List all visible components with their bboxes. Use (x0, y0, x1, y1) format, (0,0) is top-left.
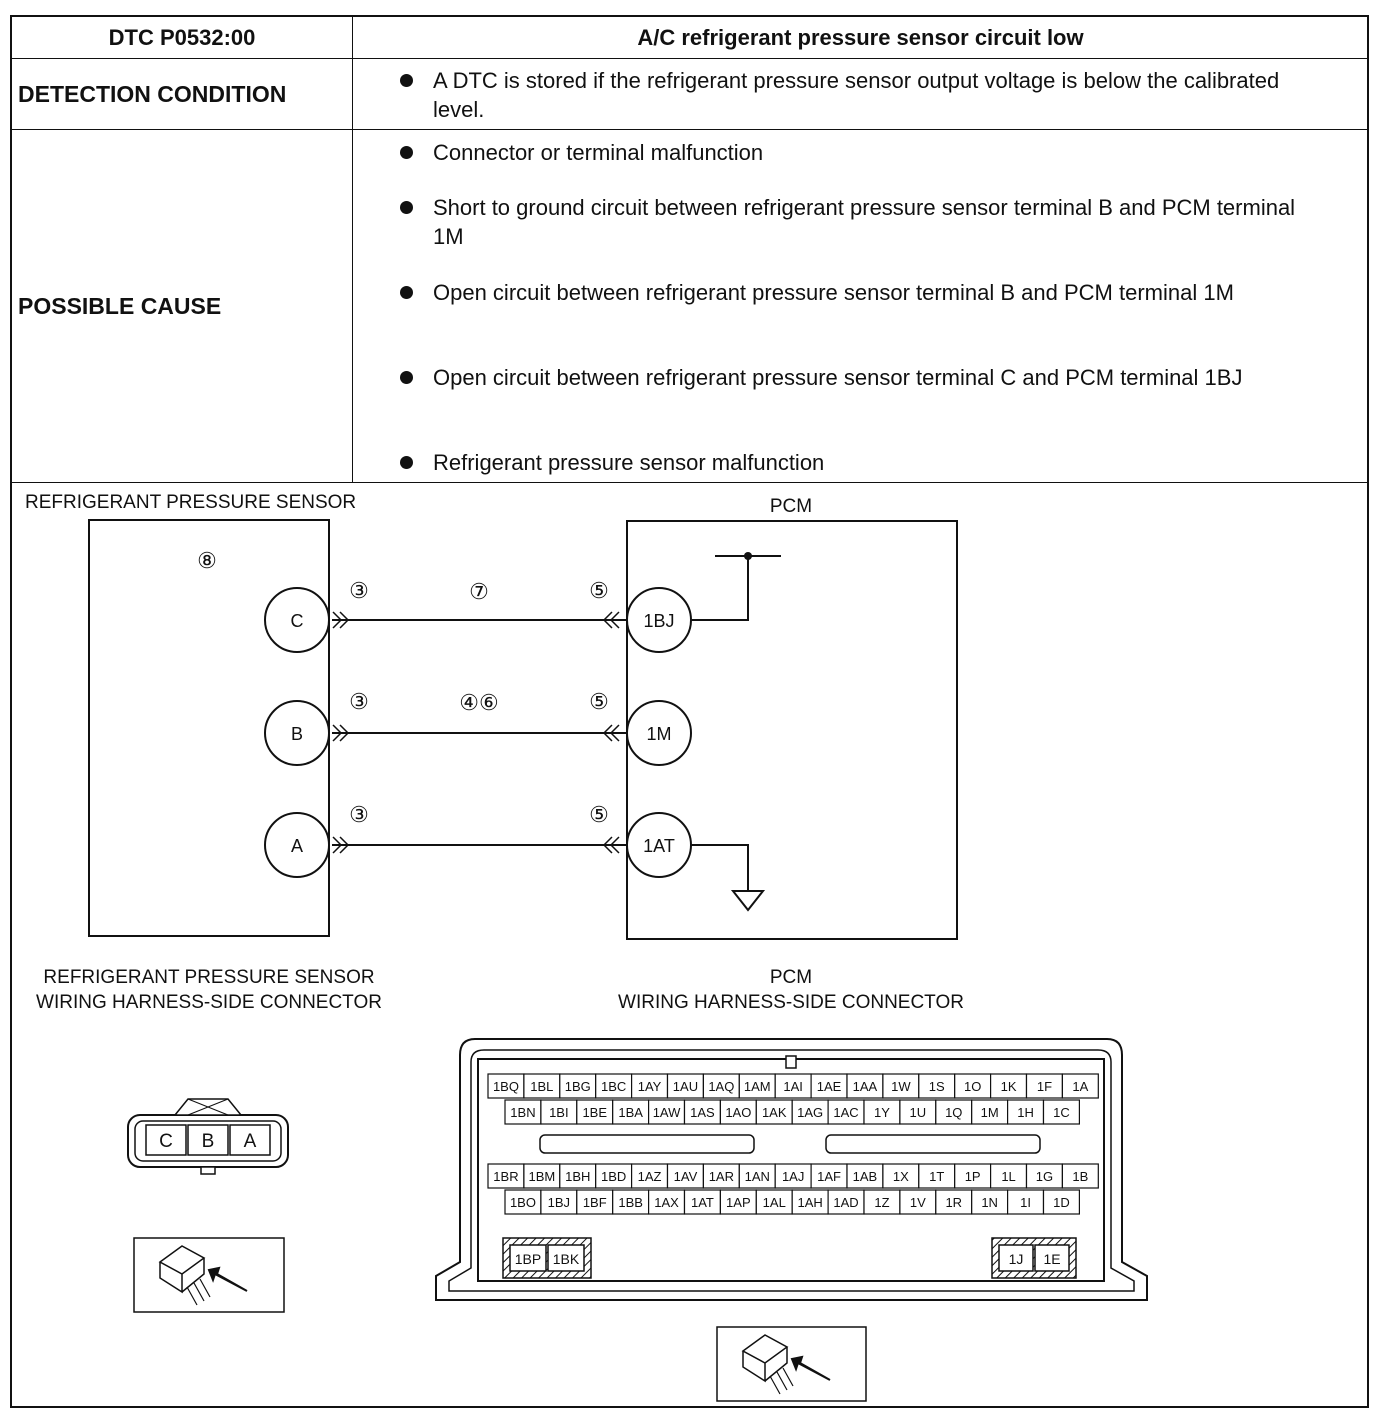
pin-label: 1AA (852, 1079, 878, 1094)
pin-label: 1BF (582, 1195, 607, 1210)
pin-label: 1BO (509, 1195, 536, 1210)
pin-label: 1AK (761, 1105, 787, 1120)
dtc-code: DTC P0532:00 (108, 25, 256, 50)
pin-label: 1BE (582, 1105, 608, 1120)
pin-label: 1U (909, 1105, 927, 1120)
pin-label: 1A (1072, 1079, 1089, 1094)
wire-a-1at (265, 802, 763, 910)
connector-slot (540, 1135, 754, 1153)
ref-number: ⑤ (589, 578, 609, 603)
pin-label: 1W (891, 1079, 911, 1094)
sensor-terminal-label: B (290, 724, 304, 744)
ref-number: ③ (349, 689, 369, 714)
pin-label: 1AR (708, 1169, 734, 1184)
pin-label: 1H (1017, 1105, 1034, 1120)
pin-label: 1AC (833, 1105, 859, 1120)
cause-text: Open circuit between refrigerant pressure sensor terminal C and PCM terminal 1BJ (433, 365, 1243, 390)
pin-label: 1BH (565, 1169, 591, 1184)
pin-row-bottom-1 (488, 1164, 1098, 1188)
pin-label: 1AE (816, 1079, 842, 1094)
pin-label: 1I (1020, 1195, 1031, 1210)
pcm-connector-subtitle: WIRING HARNESS-SIDE CONNECTOR (618, 992, 964, 1013)
cause-label: POSSIBLE CAUSE (18, 293, 222, 319)
sensor-ref-number: ⑧ (197, 548, 217, 573)
pin-row-bottom-2 (505, 1190, 1079, 1214)
pin-label: 1BR (493, 1169, 519, 1184)
pin-label: 1O (963, 1079, 982, 1094)
pin-label: 1J (1008, 1251, 1024, 1267)
view-direction-icon (717, 1327, 866, 1401)
pin-label: 1F (1036, 1079, 1053, 1094)
pin-label: 1AJ (781, 1169, 805, 1184)
pin-label: 1S (928, 1079, 945, 1094)
cause-text: Refrigerant pressure sensor malfunction (433, 450, 825, 475)
detection-text: A DTC is stored if the refrigerant pressure sensor output voltage is below the calibrated level. (433, 68, 1280, 122)
pin-label: 1D (1053, 1195, 1070, 1210)
connector-slot (826, 1135, 1040, 1153)
pin-label: 1N (981, 1195, 998, 1210)
pin-label: 1BB (618, 1195, 643, 1210)
pin-label: 1R (945, 1195, 963, 1210)
pin-label: 1BM (528, 1169, 556, 1184)
cause-text: Short to ground circuit between refrigerant pressure sensor terminal B and PCM terminal 1M (433, 195, 1296, 249)
pin-label: 1AW (652, 1105, 681, 1120)
pin-label: C (159, 1131, 173, 1152)
pin-label: 1BP (514, 1251, 542, 1267)
junction-dot-icon (744, 552, 752, 560)
pin-label: 1AM (743, 1079, 771, 1094)
pin-label: 1V (909, 1195, 926, 1210)
pcm-connector-title: PCM (769, 967, 813, 988)
pin-label: B (201, 1131, 215, 1152)
pin-label: 1Z (874, 1195, 890, 1210)
pin-label: 1AU (672, 1079, 699, 1094)
pin-label: 1G (1035, 1169, 1054, 1184)
pcm-terminal-label: 1BJ (643, 611, 675, 631)
sensor-connector-subtitle: WIRING HARNESS-SIDE CONNECTOR (36, 992, 382, 1013)
ref-number: ⑦ (469, 579, 489, 604)
pin-label: 1AL (762, 1195, 786, 1210)
pin-label: 1AH (797, 1195, 823, 1210)
pin-label: 1BJ (547, 1195, 571, 1210)
pin-label: 1P (964, 1169, 981, 1184)
pin-label: 1BQ (492, 1079, 519, 1094)
sensor-connector-title: REFRIGERANT PRESSURE SENSOR (43, 967, 375, 988)
sensor-terminal-label: A (290, 836, 304, 856)
pin-label: 1E (1043, 1251, 1061, 1267)
pin-label: 1AD (833, 1195, 859, 1210)
power-line (691, 556, 748, 620)
pin-label: 1AS (690, 1105, 715, 1120)
pin-label: 1AO (725, 1105, 752, 1120)
pcm-title: PCM (769, 496, 813, 517)
pin-label: 1BL (530, 1079, 554, 1094)
pin-label: 1BC (601, 1079, 627, 1094)
pin-label: 1AN (744, 1169, 770, 1184)
ref-number: ④⑥ (459, 690, 499, 715)
pin-label: 1Y (873, 1105, 890, 1120)
cause-text: Open circuit between refrigerant pressure sensor terminal B and PCM terminal 1M (433, 280, 1234, 305)
ground-line (691, 845, 748, 890)
pin-label: 1AY (637, 1079, 662, 1094)
pin-label: 1BG (564, 1079, 591, 1094)
pin-label: 1AX (654, 1195, 679, 1210)
sensor-title: REFRIGERANT PRESSURE SENSOR (25, 492, 357, 513)
pin-label: 1AZ (637, 1169, 662, 1184)
view-direction-icon (134, 1238, 284, 1312)
dtc-title: A/C refrigerant pressure sensor circuit low (637, 25, 1084, 50)
detection-label: DETECTION CONDITION (18, 81, 287, 107)
pin-label: 1BA (618, 1105, 643, 1120)
pin-row-top-2 (505, 1100, 1079, 1124)
pin-label: 1AG (797, 1105, 824, 1120)
pin-label: 1AQ (708, 1079, 735, 1094)
pin-label: 1AV (673, 1169, 698, 1184)
wire-c-1bj (265, 552, 781, 652)
pin-label: 1B (1072, 1169, 1089, 1184)
pin-label: 1BI (549, 1105, 569, 1120)
sensor-connector (128, 1099, 288, 1174)
pin-label: 1C (1053, 1105, 1070, 1120)
pin-label: 1AB (852, 1169, 878, 1184)
pin-label: 1AT (691, 1195, 714, 1210)
ref-number: ③ (349, 802, 369, 827)
ref-number: ⑤ (589, 802, 609, 827)
pin-label: 1AI (783, 1079, 803, 1094)
pin-label: 1T (929, 1169, 945, 1184)
pin-label: 1BN (510, 1105, 536, 1120)
connector-key (786, 1056, 796, 1068)
cause-text: Connector or terminal malfunction (433, 140, 764, 165)
pcm-terminal-label: 1M (646, 724, 672, 744)
pcm-terminal-label: 1AT (643, 836, 675, 856)
pin-label: 1BK (552, 1251, 580, 1267)
pin-label: 1AP (726, 1195, 751, 1210)
sensor-terminal-label: C (290, 611, 304, 631)
pin-label: 1AF (817, 1169, 841, 1184)
pin-label: 1X (892, 1169, 909, 1184)
pin-label: 1K (1000, 1079, 1017, 1094)
pin-label: 1Q (945, 1105, 963, 1120)
ref-number: ③ (349, 578, 369, 603)
pin-label: 1BD (601, 1169, 627, 1184)
pin-label: 1M (980, 1105, 999, 1120)
pin-row-top-1 (488, 1074, 1098, 1098)
ground-icon (733, 891, 763, 910)
connector-key (201, 1167, 215, 1174)
ref-number: ⑤ (589, 689, 609, 714)
pin-label: 1L (1001, 1169, 1016, 1184)
pcm-connector (436, 1039, 1147, 1300)
pin-label: A (243, 1131, 257, 1152)
